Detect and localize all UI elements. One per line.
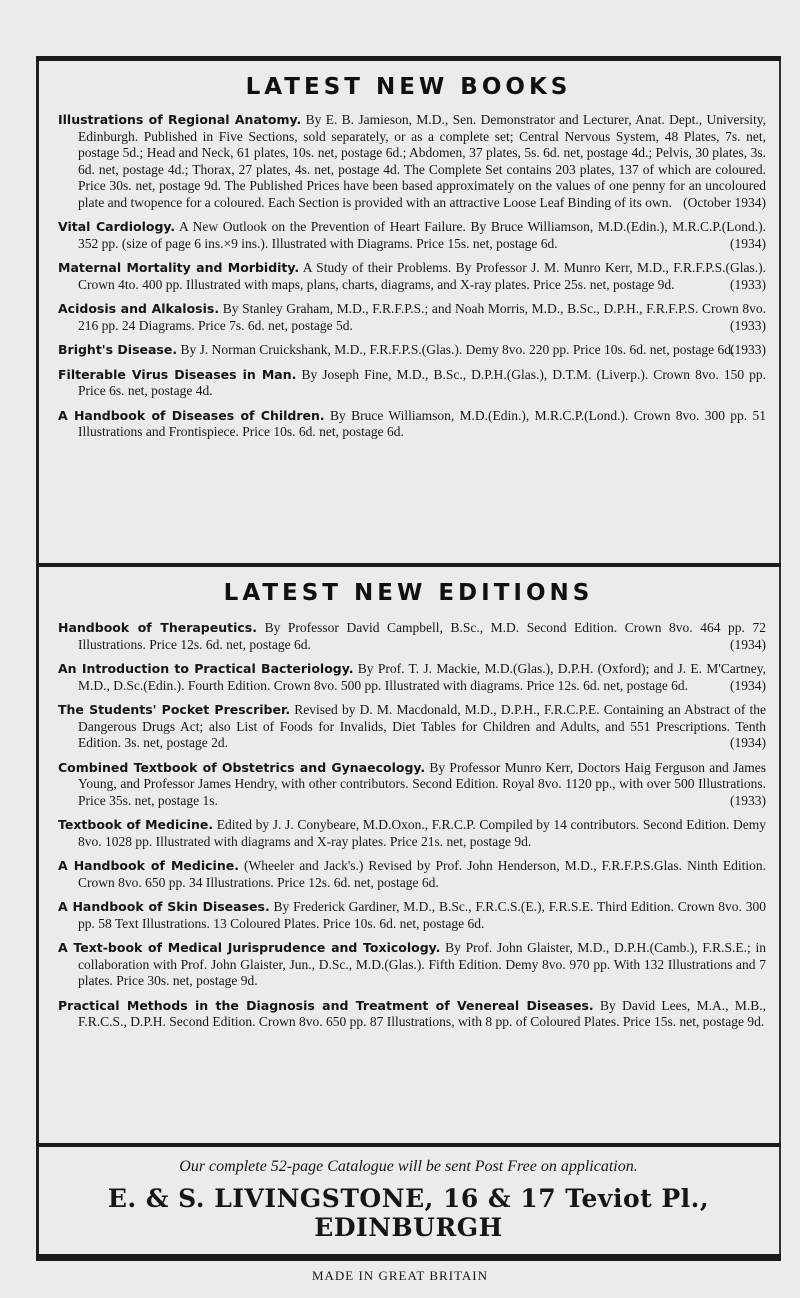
catalogue-note: Our complete 52-page Catalogue will be sent Post Free on application. <box>179 1158 638 1175</box>
book-entry: Acidosis and Alkalosis. By Stanley Graham, M.D., F.R.F.P.S.; and Noah Morris, M.D., B.Sc., D.P.H., F.R.F.P.S. Crown 8vo. 216 pp. 24 Diagrams. Price 7s. 6d. net, postage 5d. (1933) <box>58 301 766 333</box>
book-entry: Filterable Virus Diseases in Man. By Joseph Fine, M.D., B.Sc., D.P.H.(Glas.), D.T.M. (Liverp.). Crown 8vo. 150 pp. Price 6s. net, postage 4d. <box>58 366 767 398</box>
closing-divider <box>36 1143 781 1147</box>
edition-entry: Practical Methods in the Diagnosis and Treatment of Venereal Diseases. By David Lees, M.A., M.B., F.R.C.S., D.P.H. Second Edition. Crown 8vo. 650 pp. 87 Illustrations, with 8 pp. of Coloured Plates. Price 15s. net, postage 9d. <box>58 997 766 1029</box>
top-rule <box>36 56 781 61</box>
book-entry: Vital Cardiology. A New Outlook on the Prevention of Heart Failure. By Bruce Williamson, M.D.(Edin.), M.R.C.P.(Lond.). 352 pp. (size of page 6 ins.×9 ins.). Illustrated with Diagrams. Price 15s. net, postage 6d. (1934) <box>58 219 766 251</box>
edition-entry: A Handbook of Medicine. (Wheeler and Jack's.) Revised by Prof. John Henderson, M.D., F.R.F.P.S.Glas. Ninth Edition. Crown 8vo. 650 pp. 34 Illustrations. Price 12s. 6d. net, postage 6d. <box>58 858 766 890</box>
heading-latest-books: LATEST NEW BOOKS <box>245 74 572 100</box>
edition-entry: Combined Textbook of Obstetrics and Gynaecology. By Professor Munro Kerr, Doctors Haig Ferguson and James Young, and Professor James Hendry, with other contributors. Second Edition. Royal 8vo. 1120 pp., with over 500 Illustrations. Price 35s. net, postage 1s. (1933) <box>58 759 766 808</box>
edition-entry: An Introduction to Practical Bacteriology. By Prof. T. J. Mackie, M.D.(Glas.), D.P.H. (Oxford); and J. E. M'Cartney, M.D., D.Sc.(Edin.). Fourth Edition. Crown 8vo. 500 pp. Illustrated with diagrams. Price 12s. 6d. net, postage 6d. (1934) <box>58 661 766 693</box>
edition-entry: The Students' Pocket Prescriber. Revised by D. M. Macdonald, M.D., D.P.H., F.R.C.P.E. Containing an Abstract of the Dangerous Drugs Act; also List of Foods for Invalids, Diet Tables for Children and Adults, and 551 Prescriptions. Tenth Edition. 3s. net, postage 2d. (1934) <box>58 702 766 750</box>
book-entry: Bright's Disease. By J. Norman Cruickshank, M.D., F.R.F.P.S.(Glas.). Demy 8vo. 220 pp. Price 10s. 6d. net, postage 6d. (1933) <box>58 342 766 357</box>
book-entry: A Handbook of Diseases of Children. By Bruce Williamson, M.D.(Edin.), M.R.C.P.(Lond.). Crown 8vo. 300 pp. 51 Illustrations and Frontispiece. Price 10s. 6d. net, postage 6d. <box>58 407 766 439</box>
edition-entry: A Text-book of Medical Jurisprudence and Toxicology. By Prof. John Glaister, M.D., D.P.H.(Camb.), F.R.S.E.; in collaboration with Prof. John Glaister, Jun., D.Sc., M.D.(Glas.). Fifth Edition. Demy 8vo. 970 pp. With 132 Illustrations and 7 plates. Price 30s. net, postage 9d. <box>58 940 766 988</box>
edition-entry: Textbook of Medicine. Edited by J. J. Conybeare, M.D.Oxon., F.R.C.P. Compiled by 14 contributors. Second Edition. Demy 8vo. 1028 pp. Illustrated with diagrams and X-ray plates. Price 21s. net, postage 9d. <box>58 817 766 849</box>
editions-list <box>58 620 766 1039</box>
edition-entry: A Handbook of Skin Diseases. By Frederick Gardiner, M.D., B.Sc., F.R.C.S.(E.), F.R.S.E. Third Edition. Crown 8vo. 300 pp. 58 Text Illustrations. 13 Coloured Plates. Price 10s. 6d. net, postage 6d. <box>58 899 766 931</box>
edition-entry: Handbook of Therapeutics. By Professor David Campbell, B.Sc., M.D. Second Edition. Crown 8vo. 464 pp. 72 Illustrations. Price 12s. 6d. net, postage 6d. (1934) <box>58 620 766 652</box>
books-list <box>58 112 766 449</box>
bottom-rule <box>36 1254 781 1261</box>
book-entry: Maternal Mortality and Morbidity. A Study of their Problems. By Professor J. M. Munro Kerr, M.D., F.R.F.P.S.(Glas.). Crown 4to. 400 pp. Illustrated with maps, plans, charts, diagrams, and X-ray plates. Price 25s. net, postage 9d. (1933) <box>58 260 766 292</box>
section-divider <box>36 563 781 567</box>
heading-latest-editions: LATEST NEW EDITIONS <box>223 580 594 606</box>
made-in-notice: MADE IN GREAT BRITAIN <box>311 1268 489 1283</box>
book-entry: Illustrations of Regional Anatomy. By E. B. Jamieson, M.D., Sen. Demonstrator and Lecturer, Anat. Dept., University, Edinburgh. Published in Five Sections, sold separately, or as a complete set; Central Nervous System, 48 Plates, 7s. net, postage 5d.; Head and Neck, 61 plates, 10s. net, postage 6d.; Abdomen, 37 plates, 5s. 6d. net, postage 4d.; Pelvis, 30 plates, 3s. 6d. net, postage 4d.; Thorax, 27 plates, 4s. net, postage 4d. The Complete Set contains 203 plates, 137 of which are coloured. Price 30s. net, postage 9d. The Published Prices have been based approximately on the values of one penny for an uncoloured plate and twopence for a coloured. Each Section is provided with an attractive Loose Leaf Binding of its own. (October 1934) <box>58 112 766 210</box>
publisher-imprint: E. & S. LIVINGSTONE, 16 & 17 Teviot Pl., EDINBURGH <box>107 1184 710 1242</box>
